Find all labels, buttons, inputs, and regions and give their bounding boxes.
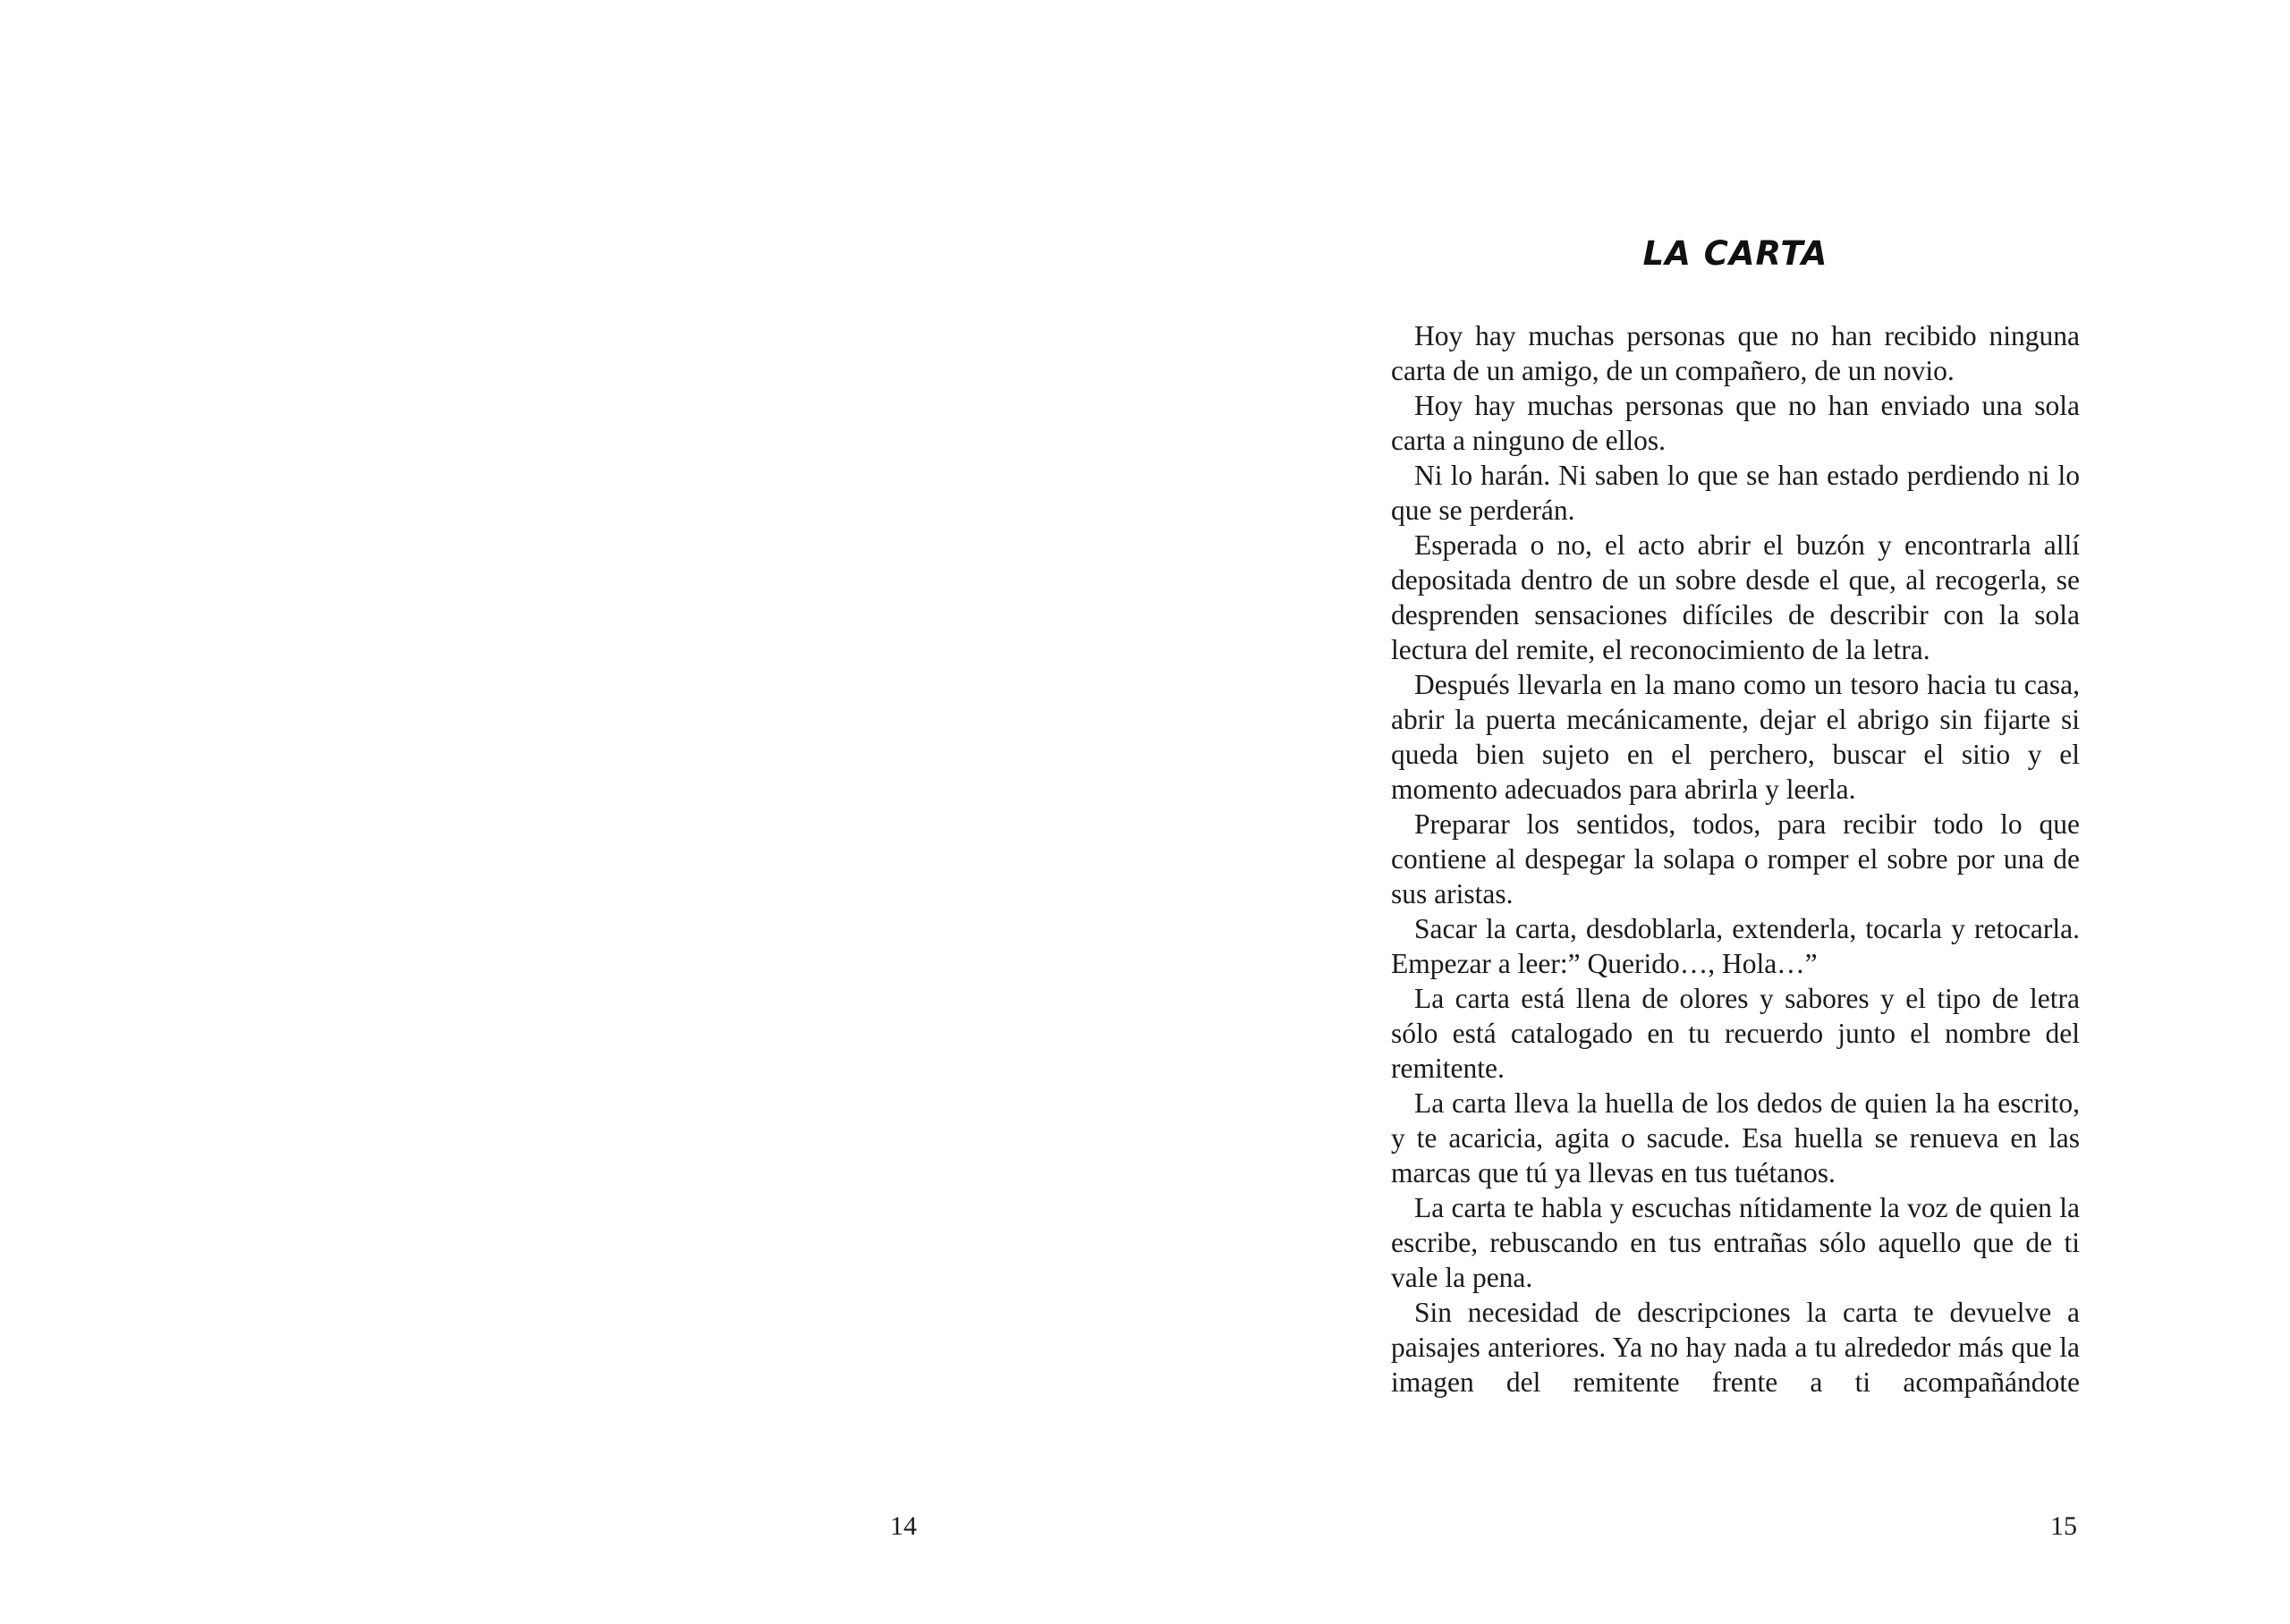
body-text [1391, 318, 2080, 1400]
paragraph: Preparar los sentidos, todos, para recibir todo lo que contiene al despegar la solapa o romper el sobre por una de sus aristas. [1391, 808, 2080, 909]
paragraph: La carta está llena de olores y sabores y el tipo de letra sólo está catalogado en tu recuerdo junto el nombre del remitente. [1391, 983, 2080, 1084]
paragraph: Esperada o no, el acto abrir el buzón y encontrarla allí depositada dentro de un sobre desde el que, al recogerla, se desprenden sensaciones difíciles de describir con la sola lectura del remite, el reconocimiento de la letra. [1391, 529, 2080, 665]
paragraph: La carta lleva la huella de los dedos de quien la ha escrito, y te acaricia, agita o sacude. Esa huella se renueva en las marcas que tú ya llevas en tus tuétanos. [1391, 1087, 2080, 1188]
paragraph: Después llevarla en la mano como un tesoro hacia tu casa, abrir la puerta mecánicamente, dejar el abrigo sin fijarte si queda bien sujeto en el perchero, buscar el sitio y el momento adecuados para abrirla y leerla. [1391, 669, 2080, 805]
chapter-title: LA CARTA [1642, 234, 1828, 273]
paragraph: Sacar la carta, desdoblarla, extenderla, tocarla y retocarla. Empezar a leer:” Querido…, Hola…” [1391, 913, 2080, 979]
paragraph: Hoy hay muchas personas que no han recibido ninguna carta de un amigo, de un compañero, de un novio. [1391, 320, 2080, 386]
page-number-right: 15 [2050, 1511, 2077, 1541]
paragraph: Hoy hay muchas personas que no han enviado una sola carta a ninguno de ellos. [1391, 390, 2080, 456]
paragraph: Sin necesidad de descripciones la carta te devuelve a paisajes anteriores. Ya no hay nada a tu alrededor más que la imagen del remitente frente a ti acompañándote [1391, 1297, 2080, 1398]
paragraph: La carta te habla y escuchas nítidamente la voz de quien la escribe, rebuscando en tus entrañas sólo aquello que de ti vale la pena. [1391, 1192, 2080, 1293]
paragraph: Ni lo harán. Ni saben lo que se han estado perdiendo ni lo que se perderán. [1391, 460, 2080, 526]
page-number-left: 14 [890, 1511, 917, 1541]
